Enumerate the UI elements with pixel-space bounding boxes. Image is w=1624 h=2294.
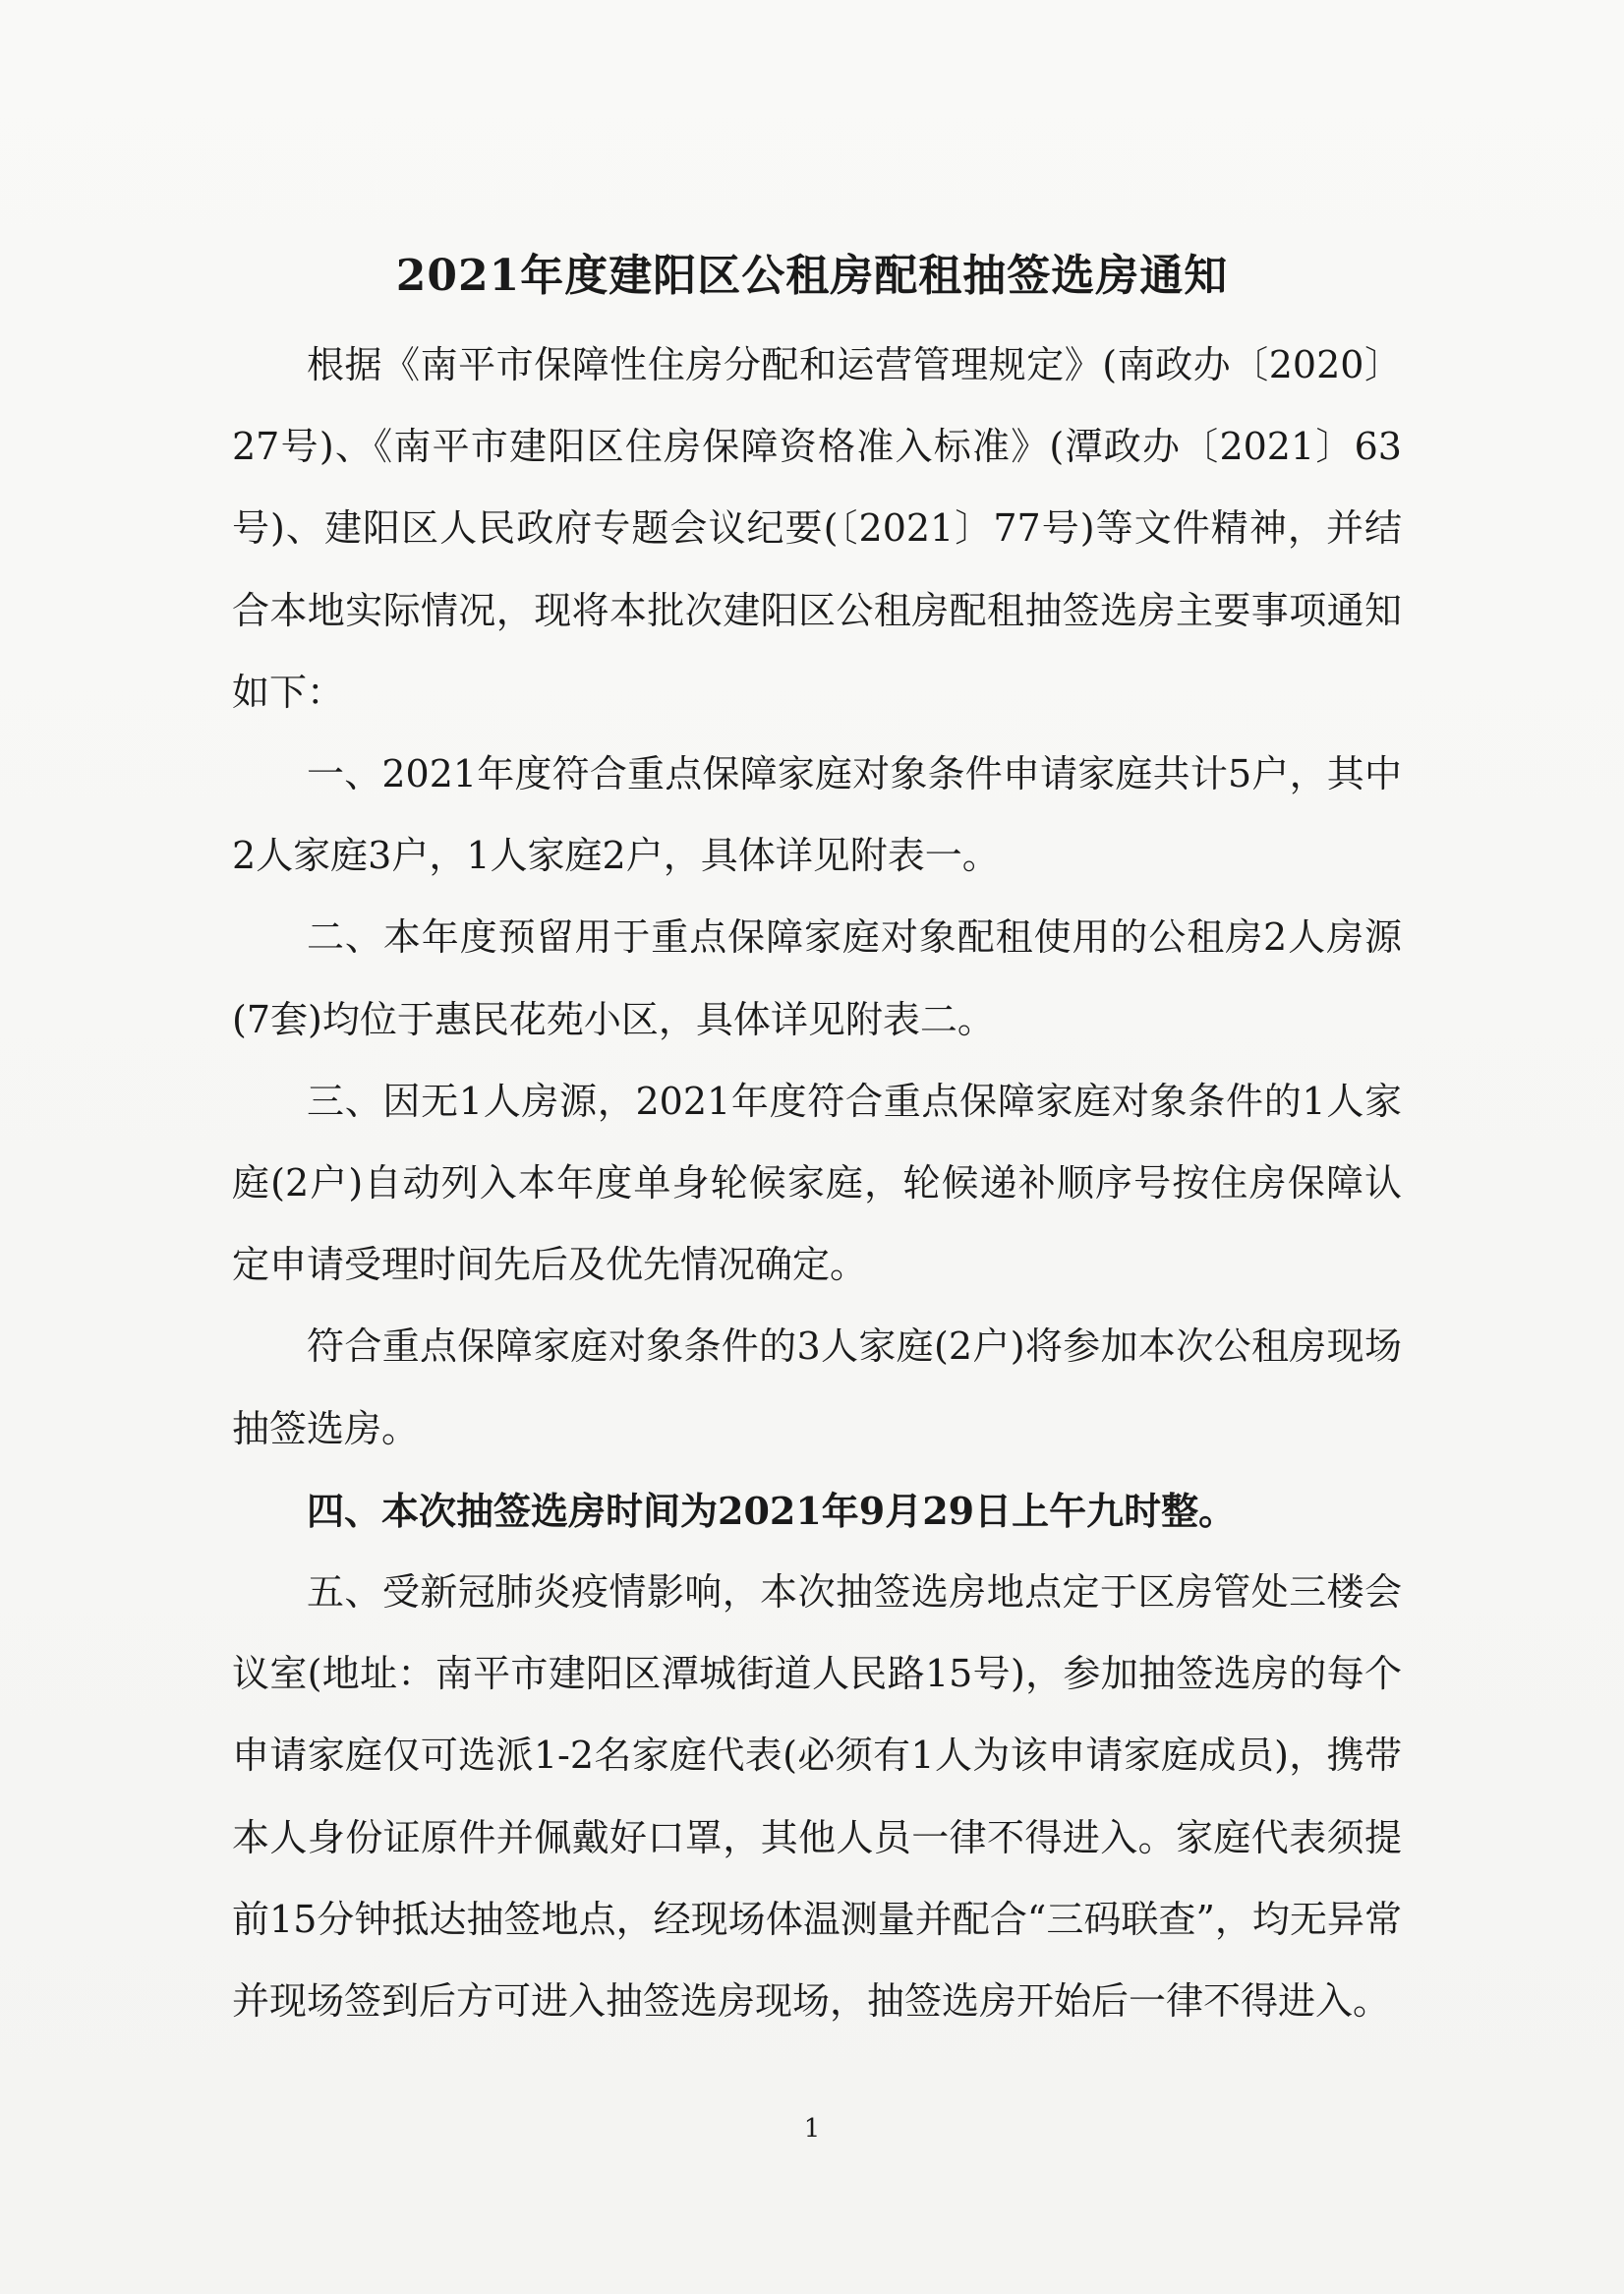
paragraph-intro: 根据《南平市保障性住房分配和运营管理规定》(南政办〔2020〕27号)、《南平市建阳区住房保障资格准入标准》(潭政办〔2021〕63号)、建阳区人民政府专题会议纪要(〔2021〕77号)等文件精神，并结合本地实际情况，现将本批次建阳区公租房配租抽签选房主要事项通知如下： (232, 343, 1402, 714)
document-title: 2021年度建阳区公租房配租抽签选房通知 (395, 251, 1229, 301)
page-number: 1 (803, 2114, 821, 2144)
paragraph-item-4: 四、本次抽签选房时间为2021年9月29日上午九时整。 (307, 1488, 1237, 1533)
paragraph-item-2: 二、本年度预留用于重点保障家庭对象配租使用的公租房2人房源(7套)均位于惠民花苑小区，具体详见附表二。 (232, 915, 1402, 1041)
document-body (232, 324, 1402, 2042)
paragraph-item-1: 一、2021年度符合重点保障家庭对象条件申请家庭共计5户，其中2人家庭3户，1人家庭2户，具体详见附表一。 (232, 752, 1402, 878)
paragraph-item-3: 三、因无1人房源，2021年度符合重点保障家庭对象条件的1人家庭(2户)自动列入本年度单身轮候家庭，轮候递补顺序号按住房保障认定申请受理时间先后及优先情况确定。 (232, 1079, 1402, 1287)
paragraph-item-3-note: 符合重点保障家庭对象条件的3人家庭(2户)将参加本次公租房现场抽签选房。 (232, 1324, 1402, 1450)
paragraph-item-5: 五、受新冠肺炎疫情影响，本次抽签选房地点定于区房管处三楼会议室(地址：南平市建阳区潭城街道人民路15号)，参加抽签选房的每个申请家庭仅可选派1-2名家庭代表(必须有1人为该申请家庭成员)，携带本人身份证原件并佩戴好口罩，其他人员一律不得进入。家庭代表须提前15分钟抵达抽签地点，经现场体温测量并配合“三码联查”，均无异常并现场签到后方可进入抽签选房现场，抽签选房开始后一律不得进入。 (232, 1570, 1402, 2024)
